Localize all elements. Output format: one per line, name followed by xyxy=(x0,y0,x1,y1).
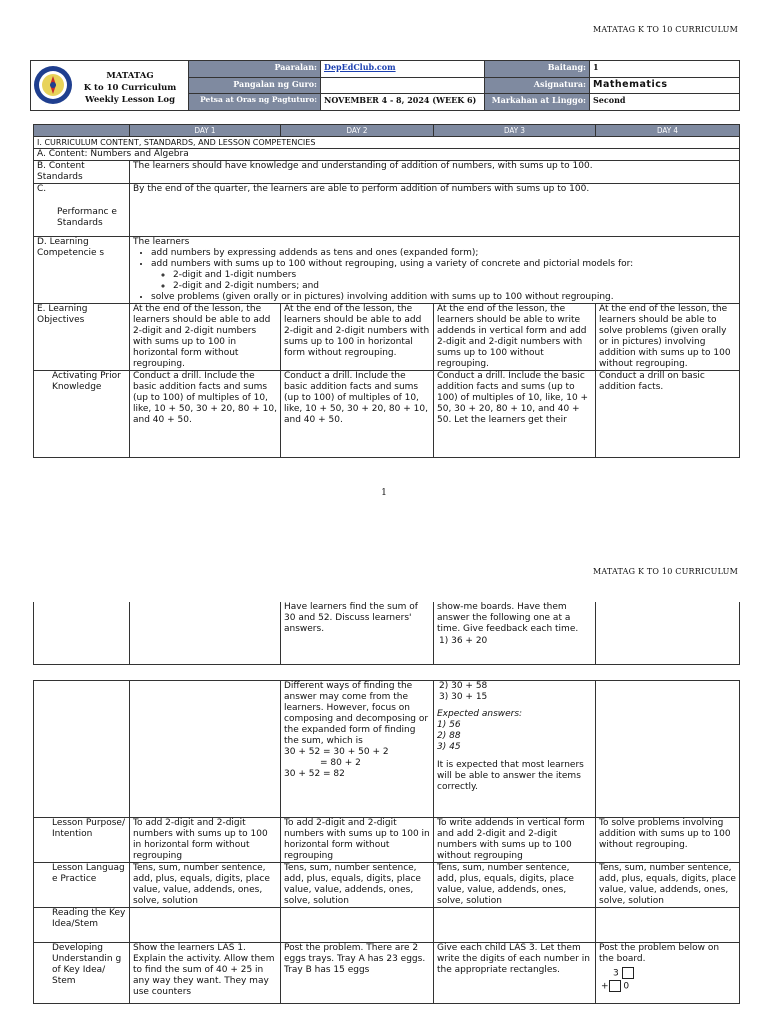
lesson-table-p2-cont xyxy=(33,602,740,665)
purpose-label: Lesson Purpose/ Intention xyxy=(34,818,130,863)
activating-label: Activating Prior Knowledge xyxy=(34,371,130,458)
day3-header: DAY 3 xyxy=(434,125,596,137)
purpose-day2: To add 2-digit and 2-digit numbers with sums up to 100 in horizontal form without regrouping xyxy=(281,818,434,863)
school-label: Paaralan: xyxy=(189,61,321,78)
brand-line2: K to 10 Curriculum xyxy=(83,83,177,93)
objective-day1: At the end of the lesson, the learners should be able to add 2-digit and 2-digit numbers with sums up to 100 in horizontal form without regrouping. xyxy=(130,304,281,371)
subject-label: Asignatura: xyxy=(485,77,590,94)
school-link[interactable]: DepEdClub.com xyxy=(324,62,396,72)
section-i-heading: I. CURRICULUM CONTENT, STANDARDS, AND LESSON COMPETENCIES xyxy=(34,137,740,149)
competency-2: • add numbers with sums up to 100 without regrouping, using a variety of concrete and pictorial models for: ◦ 2-digit and 1-digit numbers ◦ 2-digit and 2-digit numbers; and xyxy=(151,259,736,292)
developing-label: Developing Understandin g of Key Idea/ Stem xyxy=(34,943,130,1004)
row-e-label: E. Learning Objectives xyxy=(34,304,130,371)
date-value: NOVEMBER 4 - 8, 2024 (WEEK 6) xyxy=(321,94,485,111)
activating-day1: Conduct a drill. Include the basic addition facts and sums (up to 100) of multiples of 10, like, 10 + 50, 30 + 20, 80 + 10, and 40 + 50. xyxy=(130,371,281,458)
competency-1: • add numbers by expressing addends as tens and ones (expanded form); xyxy=(151,248,736,259)
competency-3: • solve problems (given orally or in pictures) involving addition with sums up to 100 without regrouping. xyxy=(151,292,736,303)
teacher-label: Pangalan ng Guro: xyxy=(189,77,321,94)
developing-day2: Post the problem. There are 2 eggs trays. Tray A has 23 eggs. Tray B has 15 eggs xyxy=(281,943,434,1004)
activating-day4: Conduct a drill on basic addition facts. xyxy=(596,371,740,458)
language-day4: Tens, sum, number sentence, add, plus, equals, digits, place value, value, addends, ones, solve, solution xyxy=(596,863,740,908)
composing-day2: Different ways of finding the answer may come from the learners. However, focus on composing and decomposing or the expanded form of finding the sum, which is 30 + 52 = 30 + 50 + 2 = 80 + 2 30 + 52 = 82 xyxy=(281,681,434,818)
date-label: Petsa at Oras ng Pagtuturo: xyxy=(189,94,321,111)
activating-day2: Conduct a drill. Include the basic addition facts and sums (up to 100) of multiples of 10, like, 10 + 50, 30 + 20, 80 + 10, and 40 + 50. xyxy=(281,371,434,458)
activating-day3: Conduct a drill. Include the basic addition facts and sums (up to 100) of multiples of 10, like, 10 + 50, 30 + 20, 80 + 10, and 40 + 50. Let the learners get their xyxy=(434,371,596,458)
lesson-table-p1 xyxy=(33,124,740,458)
row-a-label: A. Content: Numbers and Algebra xyxy=(34,149,740,161)
developing-day4: Post the problem below on the board. 3 + 0 xyxy=(596,943,740,1004)
row-d-text: The learners • add numbers by expressing addends as tens and ones (expanded form); • add numbers with sums up to 100 without regrouping, using a variety of concrete and pictorial models for: ◦ 2-digit and 1-digit numbers ◦ 2-digit and 2-digit numbers; and • solve problems (given orally or in pictures) involving addition with sums up to 100 without regrouping. xyxy=(130,237,740,304)
cont-day3: show-me boards. Have them answer the following one at a time. Give feedback each time. 1) 36 + 20 xyxy=(434,602,596,665)
developing-day3: Give each child LAS 3. Let them write the digits of each number in the appropriate rectangles. xyxy=(434,943,596,1004)
brand-cell xyxy=(31,61,189,111)
language-day1: Tens, sum, number sentence, add, plus, equals, digits, place value, value, addends, ones, solve, solution xyxy=(130,863,281,908)
row-c-label: C. Performanc e Standards xyxy=(34,184,130,237)
running-head-p2: MATATAG K TO 10 CURRICULUM xyxy=(592,567,738,576)
objective-day3: At the end of the lesson, the learners should be able to write addends in vertical form and add 2-digit and 2-digit numbers with sums up to 100 without regrouping. xyxy=(434,304,596,371)
blank-box xyxy=(609,980,621,992)
row-b-label: B. Content Standards xyxy=(34,161,130,184)
objective-day2: At the end of the lesson, the learners should be able to add 2-digit and 2-digit numbers with sums up to 100 in horizontal form without regrouping. xyxy=(281,304,434,371)
drill-items-day3: 2) 30 + 58 3) 30 + 15 Expected answers: 1) 56 2) 88 3) 45 It is expected that most learners will be able to answer the items correctly. xyxy=(434,681,596,818)
blank-box xyxy=(622,967,634,979)
purpose-day4: To solve problems involving addition with sums up to 100 without regrouping. xyxy=(596,818,740,863)
developing-day1: Show the learners LAS 1. Explain the activity. Allow them to find the sum of 40 + 25 in any way they want. They may use counters xyxy=(130,943,281,1004)
competency-2b: ◦ 2-digit and 2-digit numbers; and xyxy=(173,281,736,292)
purpose-day3: To write addends in vertical form and add 2-digit and 2-digit numbers with sums up to 100 without regrouping xyxy=(434,818,596,863)
language-label: Lesson Languag e Practice xyxy=(34,863,130,908)
grade-label: Baitang: xyxy=(485,61,590,78)
reading-label: Reading the Key Idea/Stem xyxy=(34,908,130,943)
quarter-label: Markahan at Linggo: xyxy=(485,94,590,111)
subject-value: Mathematics xyxy=(590,77,740,94)
day1-header: DAY 1 xyxy=(130,125,281,137)
day4-header: DAY 4 xyxy=(596,125,740,137)
deped-seal-icon xyxy=(33,65,73,105)
day2-header: DAY 2 xyxy=(281,125,434,137)
brand-line1: MATATAG xyxy=(106,71,154,81)
cont-day2: Have learners find the sum of 30 and 52. Discuss learners' answers. xyxy=(281,602,434,665)
language-day3: Tens, sum, number sentence, add, plus, equals, digits, place value, value, addends, ones, solve, solution xyxy=(434,863,596,908)
competency-2a: ◦ 2-digit and 1-digit numbers xyxy=(173,270,736,281)
lesson-table-p2 xyxy=(33,680,740,1004)
language-day2: Tens, sum, number sentence, add, plus, equals, digits, place value, value, addends, ones, solve, solution xyxy=(281,863,434,908)
quarter-value: Second xyxy=(590,94,740,111)
teacher-value xyxy=(321,77,485,94)
brand-line3: Weekly Lesson Log xyxy=(84,95,176,105)
objective-day4: At the end of the lesson, the learners should be able to solve problems (given orally or in pictures) involving addition with sums up to 100 without regrouping. xyxy=(596,304,740,371)
grade-value: 1 xyxy=(590,61,740,78)
row-b-text: The learners should have knowledge and understanding of addition of numbers, with sums up to 100. xyxy=(130,161,740,184)
running-head: MATATAG K TO 10 CURRICULUM xyxy=(592,25,738,34)
purpose-day1: To add 2-digit and 2-digit numbers with sums up to 100 in horizontal form without regrouping xyxy=(130,818,281,863)
row-c-text: By the end of the quarter, the learners are able to perform addition of numbers with sums up to 100. xyxy=(130,184,740,237)
page-number: 1 xyxy=(381,488,387,498)
row-d-label: D. Learning Competencie s xyxy=(34,237,130,304)
header-table xyxy=(30,60,740,111)
